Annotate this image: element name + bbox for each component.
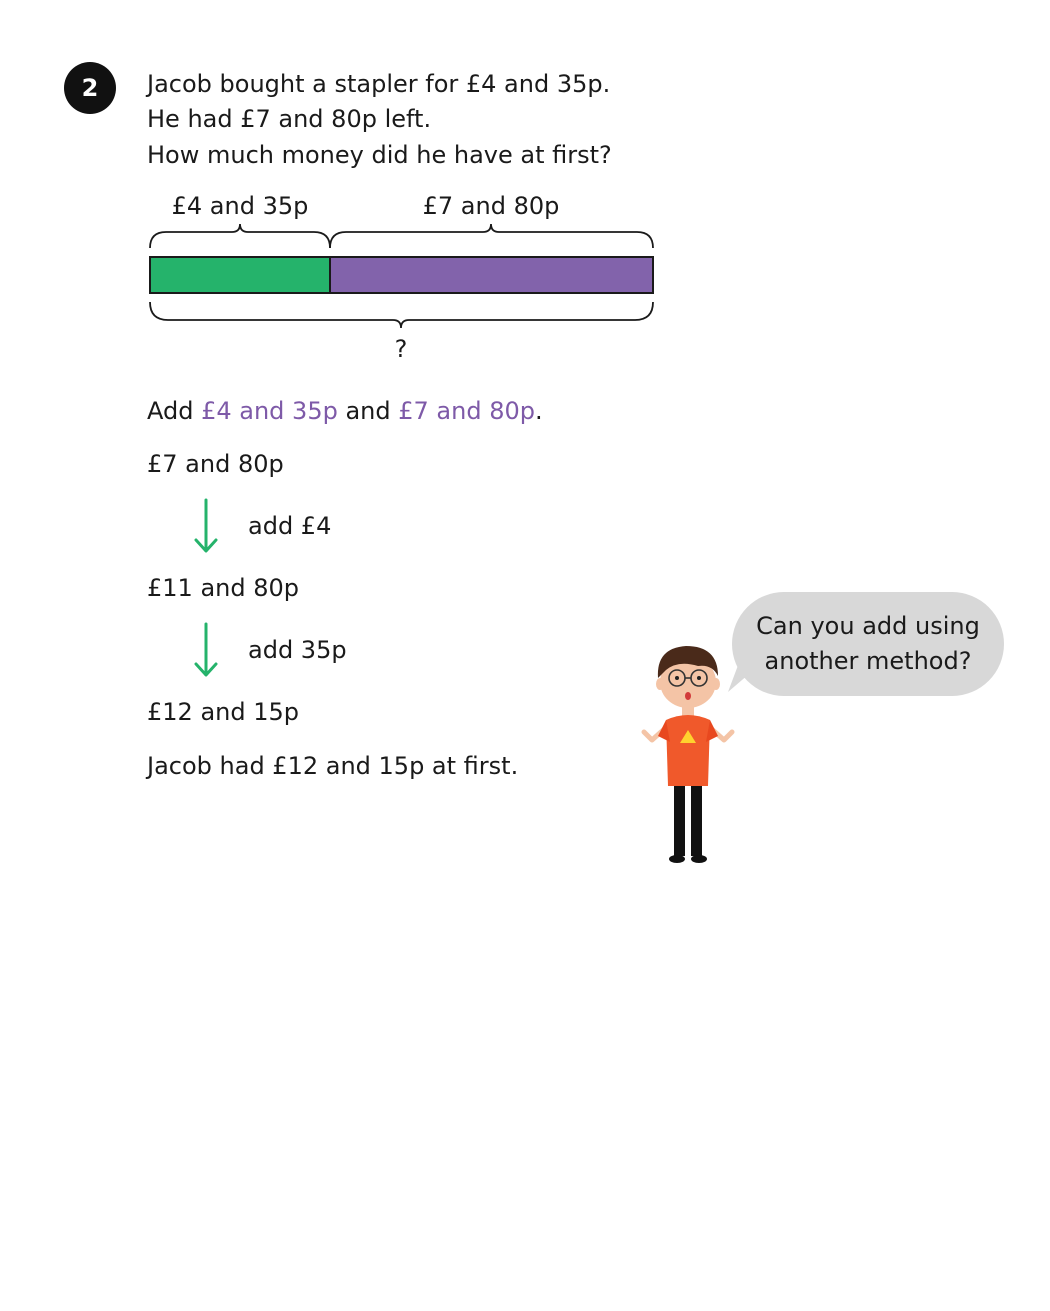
solution-value-1: £7 and 80p [147, 450, 284, 478]
boy-character-icon [636, 640, 740, 868]
intro-middle: and [337, 397, 399, 425]
question-line-3: How much money did he have at first? [147, 141, 612, 169]
question-number-badge: 2 [64, 62, 116, 114]
bar-part2 [330, 257, 653, 293]
down-arrow-icon [190, 498, 222, 556]
question-line-2: He had £7 and 80p left. [147, 105, 432, 133]
intro-prefix: Add [147, 397, 202, 425]
bubble-line-1: Can you add using [756, 612, 980, 640]
brace-total [150, 302, 653, 328]
bar-part2-label: £7 and 80p [422, 192, 560, 220]
down-arrow-icon [190, 622, 222, 680]
bar-part1 [150, 257, 330, 293]
intro-amount2: £7 and 80p [398, 397, 535, 425]
question-line-1: Jacob bought a stapler for £4 and 35p. [147, 70, 611, 98]
brace-part2 [330, 224, 653, 248]
solution-conclusion: Jacob had £12 and 15p at first. [147, 752, 519, 780]
step-1-label: add £4 [248, 512, 332, 540]
solution-value-3: £12 and 15p [147, 698, 299, 726]
brace-part1 [150, 224, 330, 248]
bar-total-label: ? [394, 335, 408, 363]
intro-suffix: . [534, 397, 543, 425]
bar-model-diagram [0, 0, 1050, 380]
bubble-line-2: another method? [764, 647, 972, 675]
solution-value-2: £11 and 80p [147, 574, 299, 602]
bar-part1-label: £4 and 35p [171, 192, 309, 220]
speech-bubble [732, 592, 1004, 696]
solution-intro [147, 397, 543, 425]
intro-amount1: £4 and 35p [201, 397, 338, 425]
step-2-label: add 35p [248, 636, 347, 664]
